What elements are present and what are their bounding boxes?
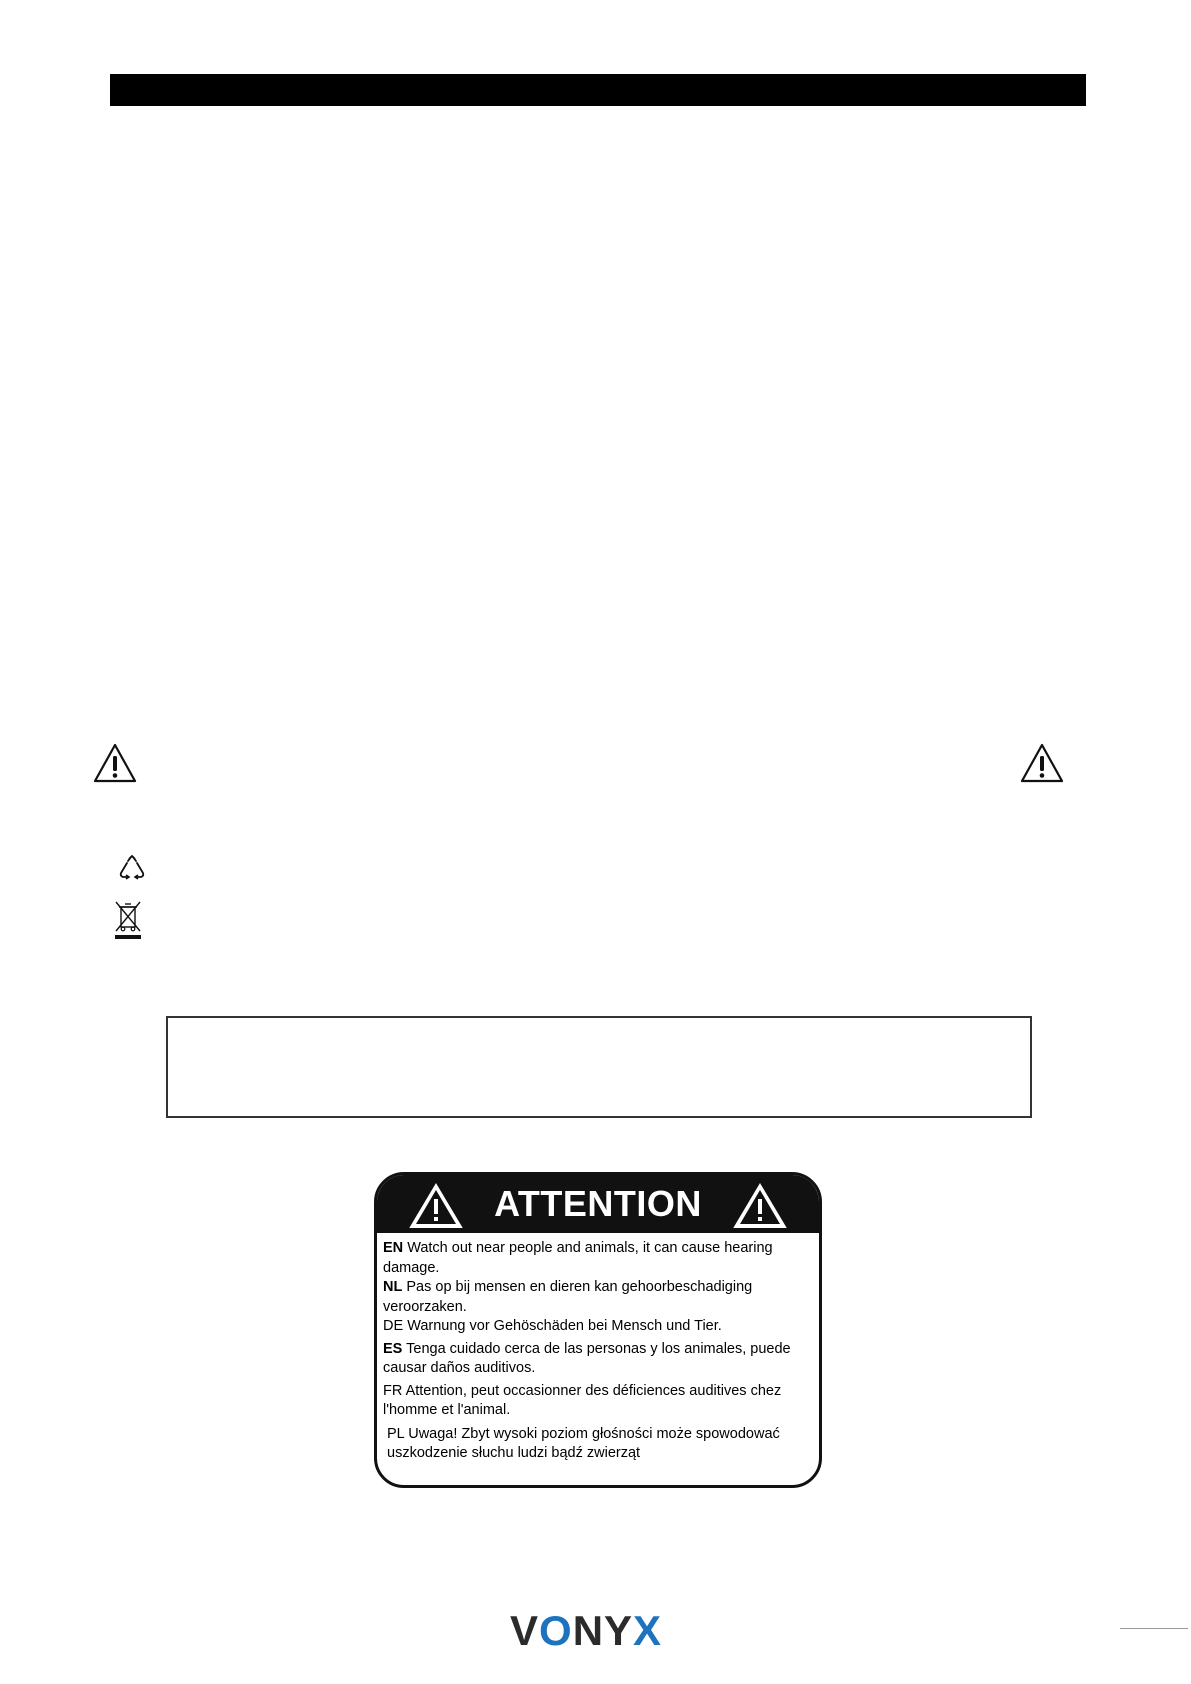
warning-message-nl	[383, 1278, 811, 1317]
warning-text: Attention, peut occasionner des déficiences auditives chez l'homme et l'animal.	[383, 1382, 782, 1418]
warning-text: Pas op bij mensen en dieren kan gehoorbeschadiging veroorzaken.	[383, 1279, 753, 1315]
language-code: ES	[383, 1340, 403, 1357]
warning-triangle-icon	[92, 742, 138, 784]
attention-title: ATTENTION	[494, 1183, 702, 1224]
warning-message-pl	[383, 1425, 811, 1464]
warning-message-es	[383, 1340, 811, 1379]
recycle-icon	[118, 854, 146, 882]
attention-header	[377, 1175, 819, 1233]
attention-body	[377, 1233, 819, 1464]
warning-text: Watch out near people and animals, it can cause hearing damage.	[383, 1240, 773, 1276]
logo-accent-letter: X	[633, 1607, 663, 1654]
warning-text: Warnung vor Gehöschäden bei Mensch und Tier.	[407, 1318, 722, 1334]
language-code: FR	[383, 1382, 403, 1399]
language-code: EN	[383, 1240, 404, 1256]
logo-letters: NY	[572, 1607, 634, 1654]
vonyx-logo	[510, 1607, 663, 1654]
header-bar	[110, 74, 1086, 106]
warning-triangle-icon	[1019, 742, 1065, 784]
warning-text: Tenga cuidado cerca de las personas y los animales, puede causar daños auditivos.	[383, 1340, 791, 1376]
attention-warning-label	[374, 1172, 822, 1488]
warning-message-fr	[383, 1382, 811, 1421]
language-code: PL	[387, 1425, 405, 1442]
crossed-out-bin-icon	[112, 899, 144, 941]
language-code: NL	[383, 1279, 403, 1295]
logo-accent-letter: O	[539, 1607, 573, 1654]
warning-message-en	[383, 1239, 811, 1278]
warning-text: Uwaga! Zbyt wysoki poziom głośności może spowodować uszkodzenie słuchu ludzi bądź zwierząt	[387, 1425, 780, 1461]
warning-message-de	[383, 1317, 811, 1337]
empty-frame-box	[166, 1016, 1032, 1118]
warning-triangle-icon	[732, 1182, 788, 1230]
page-number-rule	[1120, 1628, 1188, 1629]
logo-letters: V	[510, 1607, 540, 1654]
warning-triangle-icon	[408, 1182, 464, 1230]
language-code: DE	[383, 1318, 404, 1334]
